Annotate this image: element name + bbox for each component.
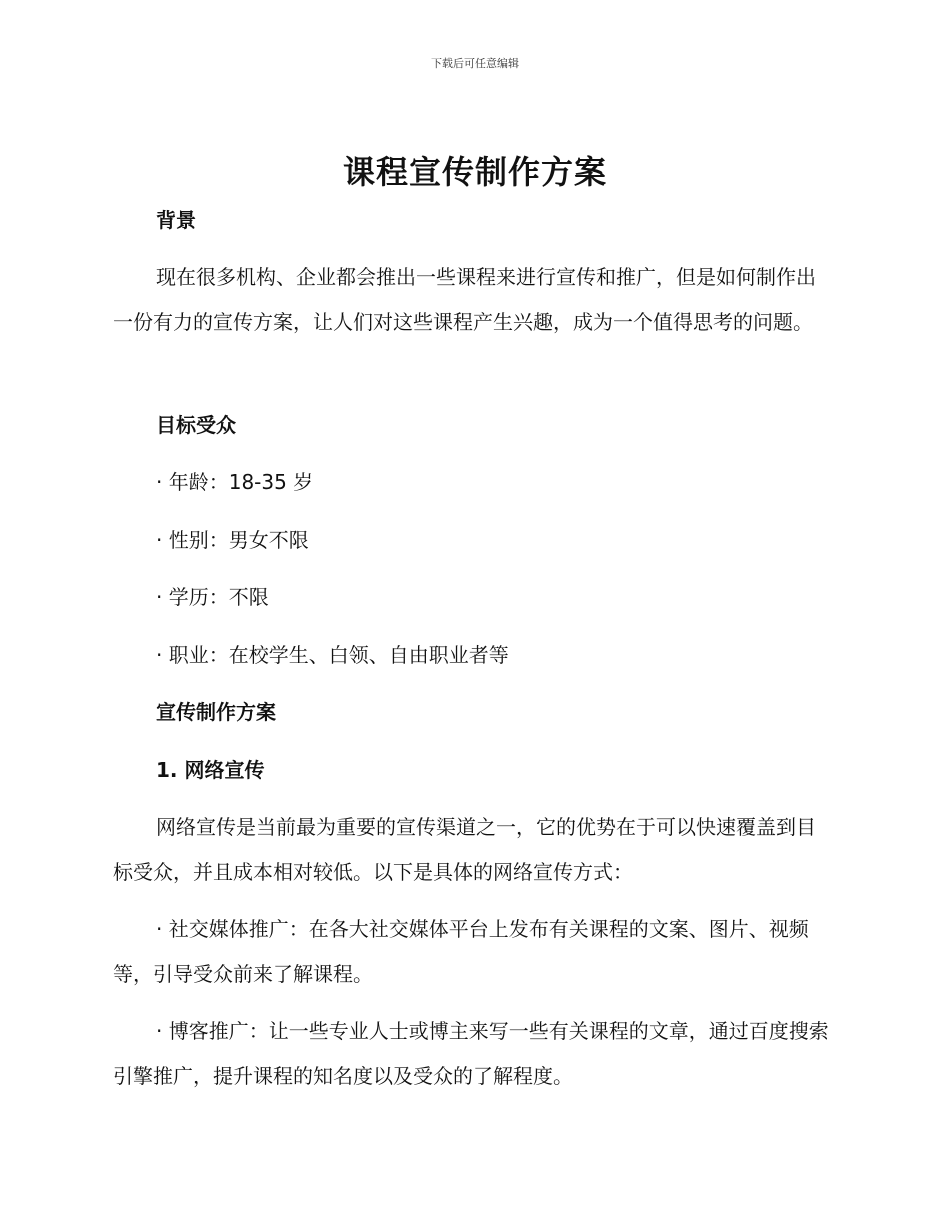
plan-item-social-media: · 社交媒体推广：在各大社交媒体平台上发布有关课程的文案、图片、视频等，引导受众前来了解课程。: [113, 917, 809, 986]
header-note: 下载后可任意编辑: [431, 57, 519, 70]
audience-item-education: · 学历：不限: [156, 585, 269, 609]
section-heading-background: 背景: [156, 208, 196, 232]
plan-item-blog: · 博客推广：让一些专业人士或博主来写一些有关课程的文章，通过百度搜索引擎推广，提升课程的知名度以及受众的了解程度。: [113, 1019, 829, 1088]
sub-heading-online: 1. 网络宣传: [156, 758, 265, 782]
audience-item-occupation: · 职业：在校学生、白领、自由职业者等: [156, 643, 509, 667]
section-heading-plan: 宣传制作方案: [156, 700, 276, 724]
background-paragraph: 现在很多机构、企业都会推出一些课程来进行宣传和推广，但是如何制作出一份有力的宣传方案，让人们对这些课程产生兴趣，成为一个值得思考的问题。: [113, 265, 816, 334]
online-paragraph: 网络宣传是当前最为重要的宣传渠道之一，它的优势在于可以快速覆盖到目标受众，并且成本相对较低。以下是具体的网络宣传方式：: [113, 815, 816, 884]
audience-item-gender: · 性别：男女不限: [156, 528, 309, 552]
section-heading-audience: 目标受众: [156, 413, 236, 437]
document-title: 课程宣传制作方案: [342, 153, 607, 191]
audience-item-age: · 年龄：18-35 岁: [156, 470, 314, 494]
